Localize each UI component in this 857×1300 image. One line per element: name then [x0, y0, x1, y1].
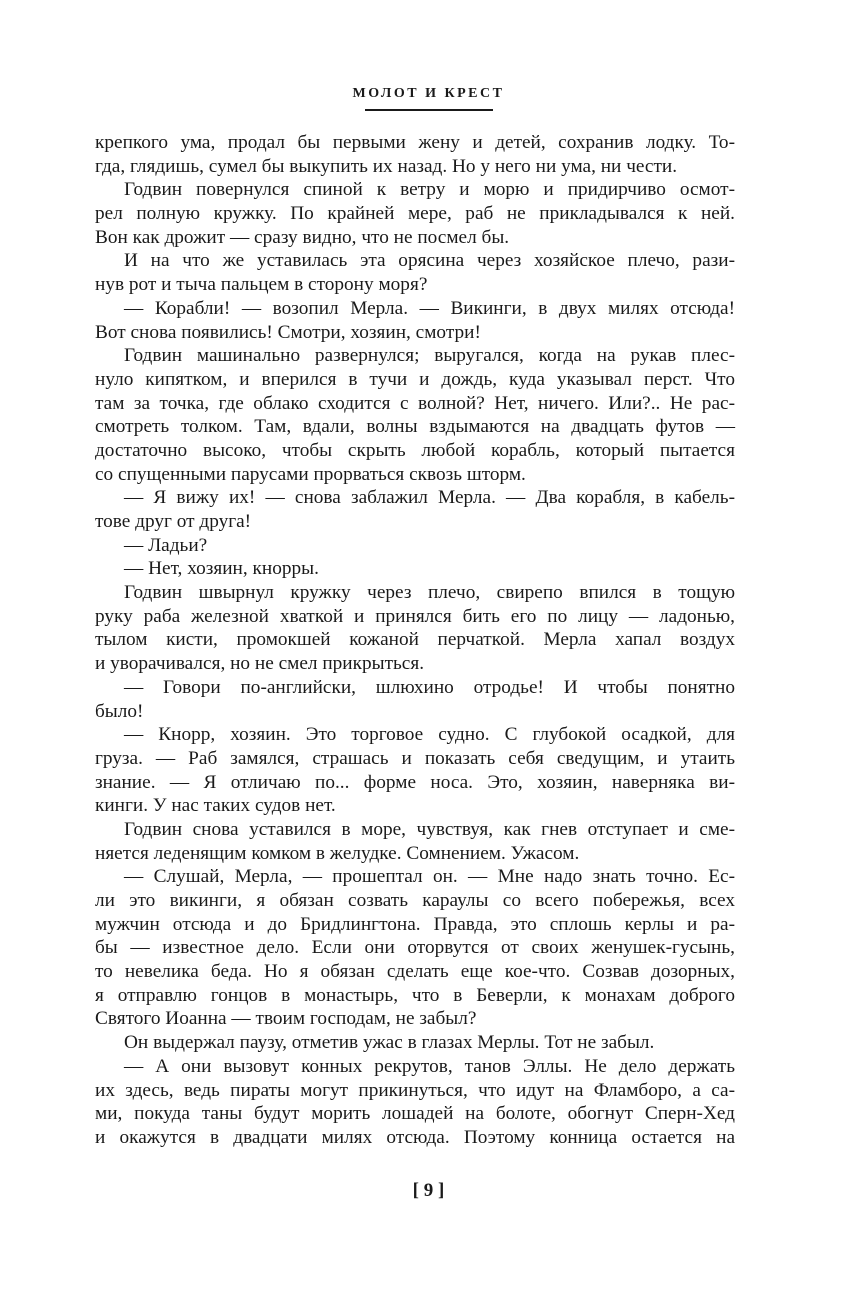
- text-line: смотреть толком. Там, вдали, волны вздымаются на двадцать футов —: [95, 416, 735, 438]
- text-line: тылом кисти, промокшей кожаной перчаткой. Мерла хапал воздух: [95, 629, 735, 651]
- page-number: [ 9 ]: [412, 1180, 445, 1201]
- text-line: Святого Иоанна — твоим господам, не забыл?: [95, 1008, 477, 1030]
- text-line: Годвин снова уставился в море, чувствуя, как гнев отступает и сме-: [124, 818, 735, 840]
- body-text: [95, 131, 735, 1150]
- text-line: ли это викинги, я обязан созвать караулы со всего побережья, всех: [95, 890, 735, 911]
- running-head: [0, 84, 857, 111]
- text-line: нуло кипятком, и вперился в тучи и дождь, куда указывал перст. Что: [95, 368, 735, 390]
- text-line: ми, покуда таны будут морить лошадей на болоте, обогнут Сперн-Хед: [95, 1103, 735, 1125]
- text-line: Годвин швырнул кружку через плечо, свирепо впился в тощую: [124, 582, 735, 604]
- text-line: Вот снова появились! Смотри, хозяин, смотри!: [95, 321, 481, 343]
- text-line: достаточно высоко, чтобы скрыть любой корабль, который пытается: [95, 439, 735, 461]
- text-line: я отправлю гонцов в монастырь, что в Беверли, к монахам доброго: [95, 984, 735, 1006]
- text-line: гда, глядишь, сумел бы выкупить их назад. Но у него ни ума, ни чести.: [95, 155, 678, 177]
- text-line: там за точка, где облако сходится с волной? Нет, ничего. Или?.. Не рас-: [95, 392, 735, 414]
- text-line: — Корабли! — возопил Мерла. — Викинги, в двух милях отсюда!: [124, 297, 735, 319]
- text-line: — Нет, хозяин, кнорры.: [124, 558, 319, 580]
- text-line: и уворачивался, но не смел прикрыться.: [95, 653, 425, 675]
- text-line: Годвин машинально развернулся; выругался, когда на рукав плес-: [124, 345, 735, 367]
- text-line: было!: [95, 700, 144, 722]
- text-line: груза. — Раб замялся, страшась и показать себя сведущим, и утаить: [95, 747, 735, 769]
- text-line: — Слушай, Мерла, — прошептал он. — Мне надо знать точно. Ес-: [124, 866, 735, 888]
- text-line: Вон как дрожит — сразу видно, что не посмел бы.: [95, 226, 510, 248]
- text-line: нув рот и тыча пальцем в сторону моря?: [95, 274, 428, 296]
- text-line: — А они вызовут конных рекрутов, танов Эллы. Не дело держать: [124, 1055, 735, 1077]
- text-line: мужчин отсюда и до Бридлингтона. Правда, это сплошь керлы и ра-: [95, 913, 735, 935]
- text-line: И на что же уставилась эта орясина через хозяйское плечо, рази-: [124, 250, 735, 272]
- text-line: руку раба железной хваткой и принялся бить его по лицу — ладонью,: [95, 605, 735, 627]
- text-line: Он выдержал паузу, отметив ужас в глазах Мерлы. Тот не забыл.: [124, 1032, 655, 1054]
- text-line: знание. — Я отличаю по... форме носа. Это, хозяин, наверняка ви-: [95, 771, 735, 793]
- text-line: — Ладьи?: [124, 534, 208, 556]
- text-line: и окажутся в двадцати милях отсюда. Поэтому конница остается на: [95, 1126, 735, 1148]
- text-line: крепкого ума, продал бы первыми жену и детей, сохранив лодку. То-: [95, 132, 735, 153]
- text-line: Годвин повернулся спиной к ветру и морю и придирчиво осмот-: [124, 179, 735, 201]
- text-line: — Я вижу их! — снова заблажил Мерла. — Два корабля, в кабель-: [124, 487, 735, 509]
- text-line: тове друг от друга!: [95, 511, 252, 532]
- text-line: — Говори по-английски, шлюхино отродье! И чтобы понятно: [124, 676, 735, 698]
- text-line: со спущенными парусами прорваться сквозь шторм.: [95, 463, 526, 485]
- text-line: бы — известное дело. Если они оторвутся от своих женушек-гусынь,: [95, 937, 735, 959]
- text-line: няется леденящим комком в желудке. Сомнением. Ужасом.: [95, 842, 580, 864]
- text-line: рел полную кружку. По крайней мере, раб не прикладывался к ней.: [95, 203, 735, 225]
- text-line: кинги. У нас таких судов нет.: [95, 795, 336, 817]
- running-head-title: МОЛОТ И КРЕСТ: [352, 86, 505, 101]
- text-line: их здесь, ведь пираты могут прикинуться, что идут на Фламборо, а са-: [95, 1079, 735, 1101]
- running-head-rule: [365, 109, 493, 111]
- text-line: — Кнорр, хозяин. Это торговое судно. С глубокой осадкой, для: [124, 724, 735, 746]
- text-line: то невелика беда. Но я обязан сделать еще кое-что. Созвав дозорных,: [95, 961, 735, 983]
